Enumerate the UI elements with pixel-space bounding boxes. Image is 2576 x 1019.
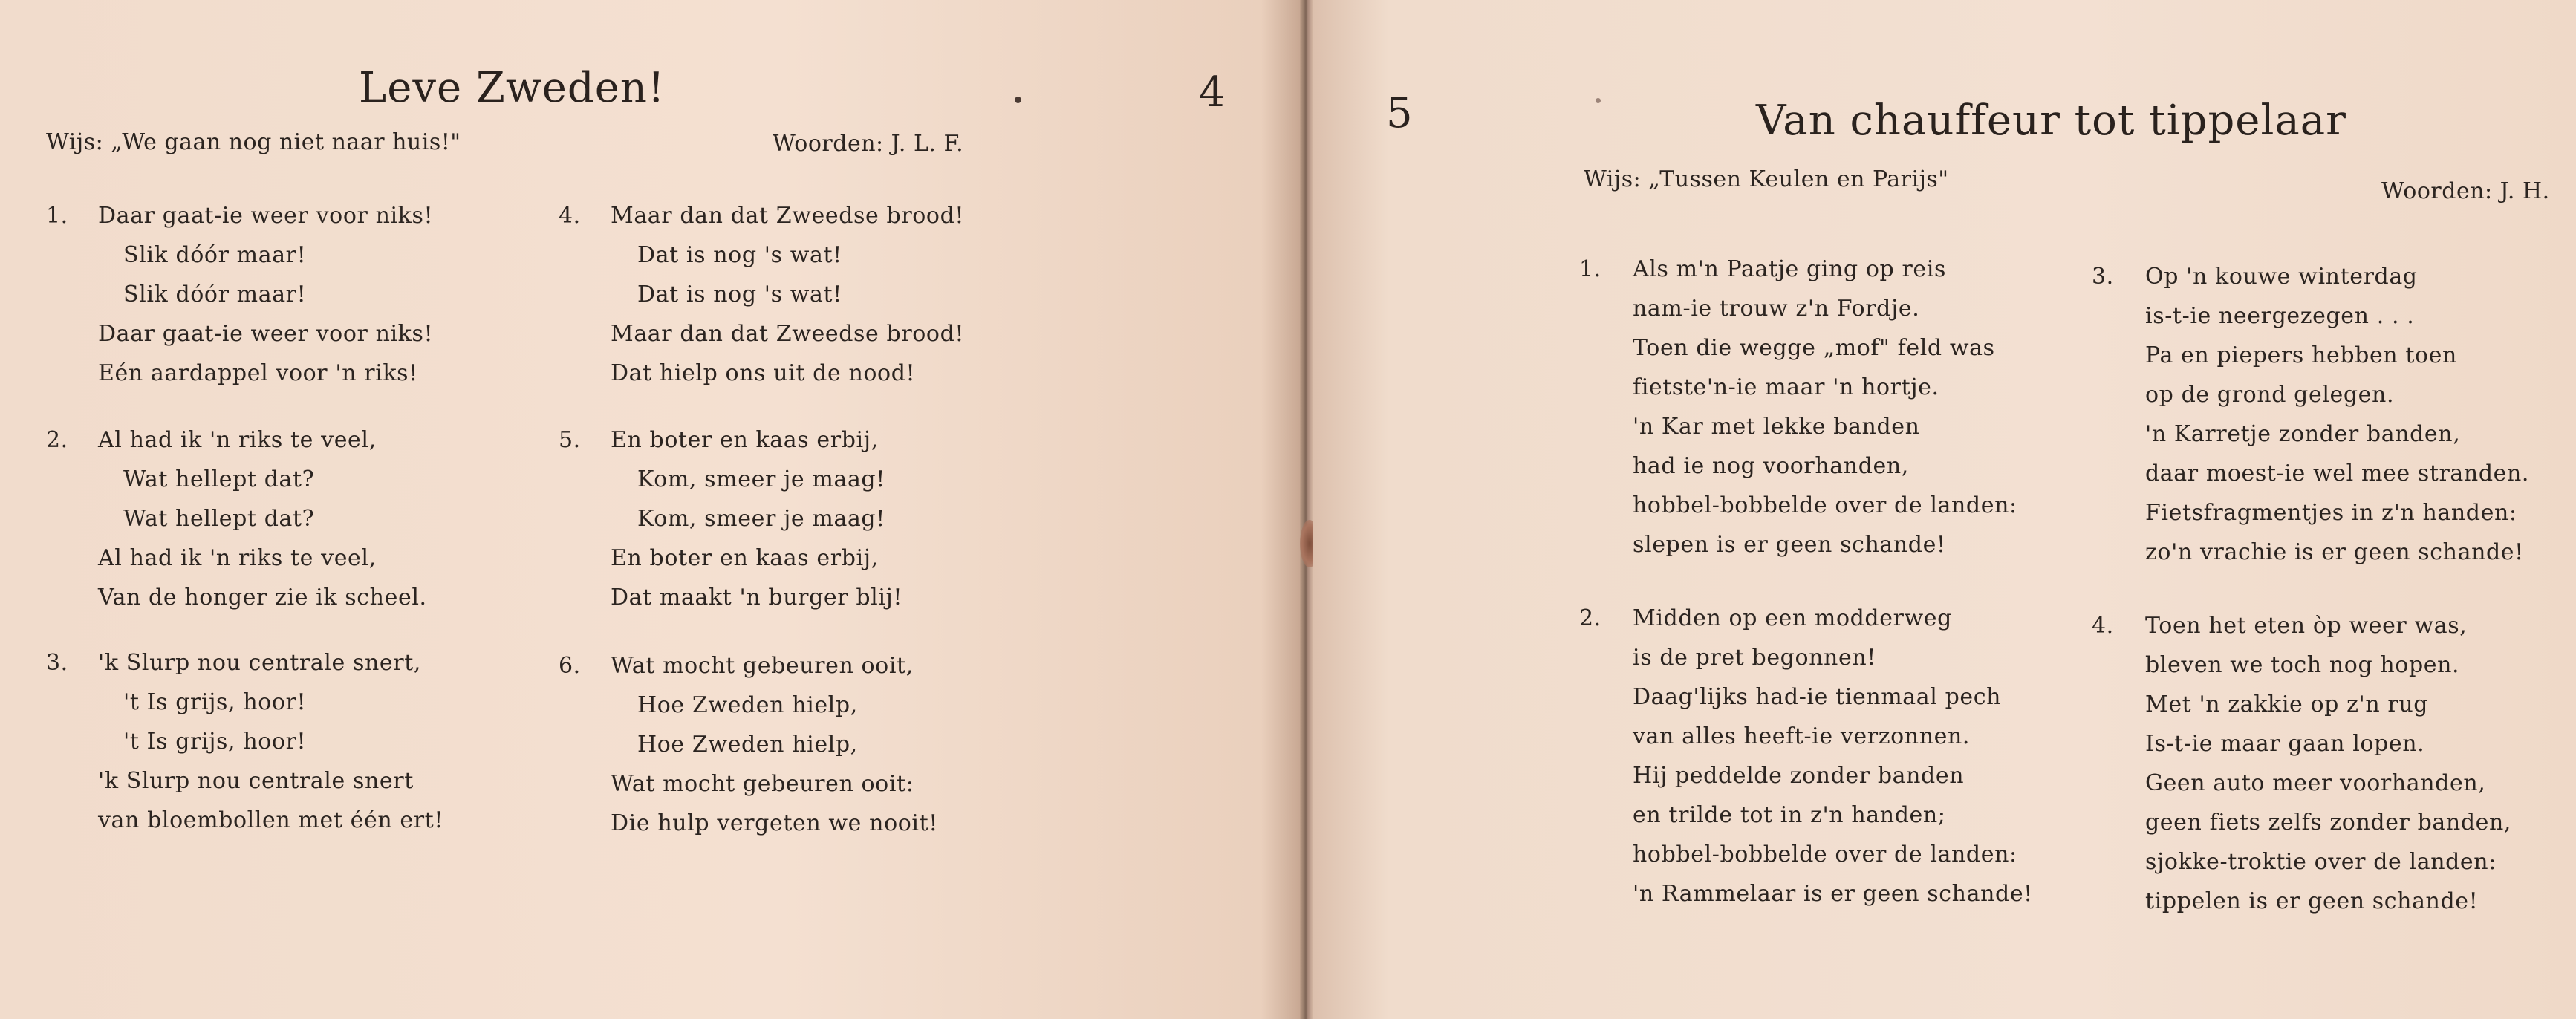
verse-line: Daar gaat-ie weer voor niks! bbox=[98, 203, 434, 229]
verse-line: Dat hielp ons uit de nood! bbox=[611, 360, 916, 386]
right-page bbox=[1313, 0, 2576, 1019]
verse-line: fietste'n-ie maar 'n hortje. bbox=[1633, 374, 1939, 400]
verse-1 bbox=[1579, 250, 2017, 564]
verse-line: Al had ik 'n riks te veel, bbox=[98, 427, 377, 453]
verse-line: Slik dóór maar! bbox=[123, 281, 307, 307]
verse-line: 'k Slurp nou centrale snert bbox=[98, 768, 414, 794]
verse-line: Hoe Zweden hielp, bbox=[637, 732, 858, 758]
verse-2 bbox=[46, 420, 427, 617]
verse-line: 't Is grijs, hoor! bbox=[123, 689, 307, 715]
verse-line: Op 'n kouwe winterdag bbox=[2145, 264, 2418, 290]
verse-line: Is-t-ie maar gaan lopen. bbox=[2145, 731, 2425, 757]
verse-line: Wat mocht gebeuren ooit, bbox=[611, 653, 914, 679]
tune-line: Wijs: „We gaan nog niet naar huis!" bbox=[46, 129, 461, 155]
ink-dot bbox=[1015, 97, 1021, 103]
verse-line: van bloembollen met één ert! bbox=[98, 807, 443, 833]
verse-line: Slik dóór maar! bbox=[123, 242, 307, 268]
verse-line: Daar gaat-ie weer voor niks! bbox=[98, 321, 434, 347]
verse-line: Toen die wegge „mof" feld was bbox=[1633, 335, 1995, 361]
verse-line: 't Is grijs, hoor! bbox=[123, 729, 307, 755]
verse-line: Van de honger zie ik scheel. bbox=[98, 585, 427, 611]
verse-2 bbox=[1579, 599, 2033, 914]
verse-line: is de pret begonnen! bbox=[1633, 645, 1876, 671]
verse-line: had ie nog voorhanden, bbox=[1633, 453, 1909, 479]
verse-line: Geen auto meer voorhanden, bbox=[2145, 770, 2486, 796]
verse-number: 3. bbox=[2092, 264, 2114, 290]
verse-line: tippelen is er geen schande! bbox=[2145, 888, 2479, 914]
page-number: 5 bbox=[1386, 89, 1413, 137]
verse-line: 'k Slurp nou centrale snert, bbox=[98, 650, 421, 676]
verse-line: Maar dan dat Zweedse brood! bbox=[611, 321, 965, 347]
verse-3 bbox=[46, 643, 443, 840]
verse-line: daar moest-ie wel mee stranden. bbox=[2145, 460, 2530, 486]
verse-line: En boter en kaas erbij, bbox=[611, 545, 879, 571]
tune-line: Wijs: „Tussen Keulen en Parijs" bbox=[1584, 166, 1949, 192]
verse-line: Fietsfragmentjes in z'n handen: bbox=[2145, 500, 2517, 526]
verse-line: Wat mocht gebeuren ooit: bbox=[611, 771, 914, 797]
verse-line: 'n Karretje zonder banden, bbox=[2145, 421, 2461, 447]
verse-line: Daag'lijks had-ie tienmaal pech bbox=[1633, 684, 2002, 710]
verse-line: hobbel-bobbelde over de landen: bbox=[1633, 492, 2017, 518]
verse-line: en trilde tot in z'n handen; bbox=[1633, 802, 1946, 828]
verse-3 bbox=[2092, 257, 2529, 572]
verse-line: van alles heeft-ie verzonnen. bbox=[1633, 723, 1971, 749]
ink-dot bbox=[1596, 98, 1601, 103]
author-line: Woorden: J. L. F. bbox=[773, 131, 964, 157]
verse-5 bbox=[559, 420, 902, 617]
verse-number: 2. bbox=[46, 427, 68, 453]
verse-line: Hij peddelde zonder banden bbox=[1633, 763, 1965, 789]
verse-line: is-t-ie neergezegen . . . bbox=[2145, 303, 2415, 329]
verse-line: Dat is nog 's wat! bbox=[637, 242, 842, 268]
verse-line: Met 'n zakkie op z'n rug bbox=[2145, 691, 2429, 717]
verse-1 bbox=[46, 196, 433, 393]
verse-number: 2. bbox=[1579, 605, 1601, 631]
book-gutter bbox=[1300, 0, 1313, 1019]
verse-line: Als m'n Paatje ging op reis bbox=[1633, 256, 1946, 282]
verse-line: Wat hellept dat? bbox=[123, 466, 315, 492]
verse-line: Kom, smeer je maag! bbox=[637, 466, 885, 492]
verse-line: Hoe Zweden hielp, bbox=[637, 692, 858, 718]
verse-line: geen fiets zelfs zonder banden, bbox=[2145, 810, 2512, 836]
verse-6 bbox=[559, 646, 938, 843]
verse-4 bbox=[2092, 606, 2511, 921]
verse-line: sjokke-troktie over de landen: bbox=[2145, 849, 2497, 875]
song-title: Van chauffeur tot tippelaar bbox=[1756, 97, 2346, 145]
verse-line: Wat hellept dat? bbox=[123, 506, 315, 532]
verse-line: Midden op een modderweg bbox=[1633, 605, 1952, 631]
verse-line: hobbel-bobbelde over de landen: bbox=[1633, 841, 2017, 867]
verse-line: Die hulp vergeten we nooit! bbox=[611, 810, 938, 836]
page-number: 4 bbox=[1199, 68, 1226, 117]
verse-number: 3. bbox=[46, 650, 68, 676]
verse-line: Al had ik 'n riks te veel, bbox=[98, 545, 377, 571]
verse-number: 1. bbox=[1579, 256, 1601, 282]
verse-line: slepen is er geen schande! bbox=[1633, 532, 1946, 558]
verse-line: Eén aardappel voor 'n riks! bbox=[98, 360, 418, 386]
verse-number: 1. bbox=[46, 203, 68, 229]
verse-line: nam-ie trouw z'n Fordje. bbox=[1633, 296, 1920, 322]
verse-number: 5. bbox=[559, 427, 581, 453]
verse-line: Maar dan dat Zweedse brood! bbox=[611, 203, 965, 229]
verse-line: Toen het eten òp weer was, bbox=[2145, 613, 2468, 639]
verse-line: 'n Rammelaar is er geen schande! bbox=[1633, 881, 2033, 907]
verse-line: Pa en piepers hebben toen bbox=[2145, 342, 2457, 368]
verse-line: bleven we toch nog hopen. bbox=[2145, 652, 2460, 678]
verse-line: 'n Kar met lekke banden bbox=[1633, 414, 1920, 440]
verse-number: 4. bbox=[559, 203, 581, 229]
verse-number: 4. bbox=[2092, 613, 2114, 639]
verse-line: En boter en kaas erbij, bbox=[611, 427, 879, 453]
verse-4 bbox=[559, 196, 964, 393]
author-line: Woorden: J. H. bbox=[2381, 178, 2550, 204]
verse-line: Kom, smeer je maag! bbox=[637, 506, 885, 532]
verse-number: 6. bbox=[559, 653, 581, 679]
verse-line: op de grond gelegen. bbox=[2145, 382, 2395, 408]
verse-line: Dat is nog 's wat! bbox=[637, 281, 842, 307]
verse-line: Dat maakt 'n burger blij! bbox=[611, 585, 903, 611]
song-title: Leve Zweden! bbox=[359, 64, 666, 112]
verse-line: zo'n vrachie is er geen schande! bbox=[2145, 539, 2524, 565]
